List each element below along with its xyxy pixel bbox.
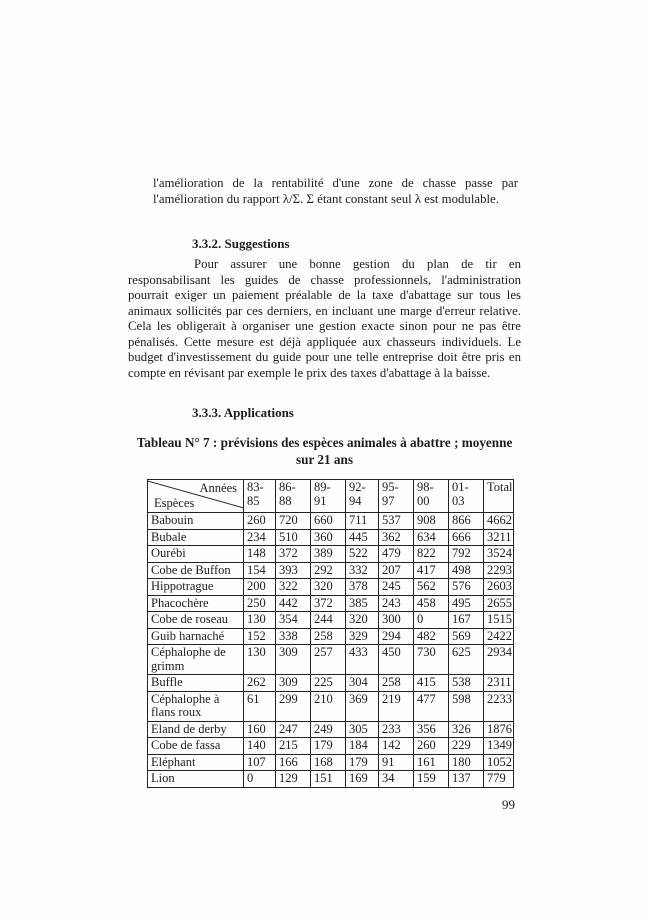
value-cell: 243 [379, 595, 414, 612]
value-cell: 360 [311, 529, 346, 546]
year-column-header [346, 480, 379, 513]
value-cell: 262 [244, 675, 276, 692]
species-row [148, 546, 514, 563]
value-cell: 779 [484, 771, 514, 788]
species-row [148, 738, 514, 755]
value-cell: 300 [379, 612, 414, 629]
value-cell: 576 [449, 579, 484, 596]
species-name-cell: Phacochère [148, 595, 244, 612]
value-cell: 247 [276, 721, 311, 738]
section-heading-suggestions: 3.3.2. Suggestions [192, 236, 290, 251]
table-title-line-2: sur 21 ans [296, 452, 353, 467]
value-cell: 2603 [484, 579, 514, 596]
year-range-end: 91 [314, 493, 327, 508]
page-number: 99 [502, 796, 515, 812]
value-cell: 258 [379, 675, 414, 692]
value-cell: 2311 [484, 675, 514, 692]
species-row [148, 675, 514, 692]
value-cell: 372 [276, 546, 311, 563]
species-name-cell: Cobe de roseau [148, 612, 244, 629]
species-name-cell: Céphalophe de grimm [148, 645, 244, 675]
value-cell: 151 [311, 771, 346, 788]
year-range-end: 00 [417, 493, 430, 508]
species-row [148, 754, 514, 771]
value-cell: 305 [346, 721, 379, 738]
value-cell: 244 [311, 612, 346, 629]
value-cell: 338 [276, 628, 311, 645]
value-cell: 299 [276, 691, 311, 721]
value-cell: 326 [449, 721, 484, 738]
species-row [148, 771, 514, 788]
value-cell: 362 [379, 529, 414, 546]
value-cell: 61 [244, 691, 276, 721]
value-cell: 233 [379, 721, 414, 738]
table-title [128, 434, 521, 468]
value-cell: 415 [414, 675, 449, 692]
year-range-start: 98- [417, 480, 434, 494]
year-range-start: 92- [349, 480, 366, 494]
value-cell: 450 [379, 645, 414, 675]
value-cell: 142 [379, 738, 414, 755]
value-cell: 522 [346, 546, 379, 563]
value-cell: 0 [414, 612, 449, 629]
value-cell: 140 [244, 738, 276, 755]
year-range-start: 01- [452, 480, 469, 494]
value-cell: 166 [276, 754, 311, 771]
year-column-header [311, 480, 346, 513]
value-cell: 1052 [484, 754, 514, 771]
species-row [148, 691, 514, 721]
value-cell: 107 [244, 754, 276, 771]
value-cell: 180 [449, 754, 484, 771]
value-cell: 442 [276, 595, 311, 612]
value-cell: 482 [414, 628, 449, 645]
value-cell: 200 [244, 579, 276, 596]
value-cell: 730 [414, 645, 449, 675]
year-column-header [244, 480, 276, 513]
value-cell: 184 [346, 738, 379, 755]
value-cell: 660 [311, 513, 346, 530]
value-cell: 498 [449, 562, 484, 579]
table-title-line-1: Tableau N° 7 : prévisions des espèces animales à abattre ; moyenne [136, 435, 513, 450]
species-row [148, 562, 514, 579]
value-cell: 329 [346, 628, 379, 645]
value-cell: 4662 [484, 513, 514, 530]
intro-paragraph: l'amélioration de la rentabilité d'une zone de chasse passe par l'amélioration du rapport λ/Σ. Σ étant constant seul λ est modulable. [153, 176, 518, 206]
value-cell: 2655 [484, 595, 514, 612]
section-heading-applications: 3.3.3. Applications [192, 405, 294, 420]
year-column-header [276, 480, 311, 513]
value-cell: 477 [414, 691, 449, 721]
value-cell: 207 [379, 562, 414, 579]
species-name-cell: Babouin [148, 513, 244, 530]
value-cell: 260 [414, 738, 449, 755]
table-body [148, 513, 514, 788]
value-cell: 129 [276, 771, 311, 788]
species-name-cell: Bubale [148, 529, 244, 546]
value-cell: 625 [449, 645, 484, 675]
year-range-end: 03 [452, 493, 465, 508]
value-cell: 389 [311, 546, 346, 563]
value-cell: 210 [311, 691, 346, 721]
species-row [148, 721, 514, 738]
value-cell: 908 [414, 513, 449, 530]
value-cell: 445 [346, 529, 379, 546]
value-cell: 160 [244, 721, 276, 738]
year-column-header [414, 480, 449, 513]
species-name-cell: Hippotrague [148, 579, 244, 596]
table-corner-cell [148, 480, 244, 513]
value-cell: 137 [449, 771, 484, 788]
value-cell: 495 [449, 595, 484, 612]
value-cell: 3211 [484, 529, 514, 546]
species-name-cell: Ourébi [148, 546, 244, 563]
corner-label-species: Espèces [154, 495, 195, 510]
year-range-start: Total [487, 480, 513, 494]
value-cell: 304 [346, 675, 379, 692]
value-cell: 378 [346, 579, 379, 596]
value-cell: 320 [346, 612, 379, 629]
year-range-end: 88 [279, 493, 292, 508]
value-cell: 219 [379, 691, 414, 721]
year-range-start: 86- [279, 480, 296, 494]
value-cell: 458 [414, 595, 449, 612]
year-range-end: 94 [349, 493, 362, 508]
value-cell: 634 [414, 529, 449, 546]
species-row [148, 595, 514, 612]
species-name-cell: Guib harnaché [148, 628, 244, 645]
value-cell: 169 [346, 771, 379, 788]
value-cell: 433 [346, 645, 379, 675]
species-row [148, 628, 514, 645]
value-cell: 356 [414, 721, 449, 738]
value-cell: 598 [449, 691, 484, 721]
value-cell: 294 [379, 628, 414, 645]
value-cell: 179 [346, 754, 379, 771]
value-cell: 1515 [484, 612, 514, 629]
value-cell: 0 [244, 771, 276, 788]
value-cell: 245 [379, 579, 414, 596]
value-cell: 372 [311, 595, 346, 612]
species-row [148, 645, 514, 675]
diagonal-divider-line [148, 480, 243, 512]
year-column-header [379, 480, 414, 513]
value-cell: 229 [449, 738, 484, 755]
value-cell: 2233 [484, 691, 514, 721]
value-cell: 537 [379, 513, 414, 530]
value-cell: 393 [276, 562, 311, 579]
value-cell: 792 [449, 546, 484, 563]
year-range-start: 83- [247, 480, 264, 494]
value-cell: 711 [346, 513, 379, 530]
value-cell: 161 [414, 754, 449, 771]
table-header-row [148, 480, 514, 513]
value-cell: 1876 [484, 721, 514, 738]
value-cell: 822 [414, 546, 449, 563]
year-range-end: 85 [247, 493, 260, 508]
value-cell: 510 [276, 529, 311, 546]
value-cell: 130 [244, 612, 276, 629]
value-cell: 2934 [484, 645, 514, 675]
value-cell: 666 [449, 529, 484, 546]
value-cell: 130 [244, 645, 276, 675]
year-range-start: 95- [382, 480, 399, 494]
value-cell: 257 [311, 645, 346, 675]
value-cell: 168 [311, 754, 346, 771]
value-cell: 866 [449, 513, 484, 530]
species-name-cell: Buffle [148, 675, 244, 692]
value-cell: 354 [276, 612, 311, 629]
value-cell: 569 [449, 628, 484, 645]
value-cell: 479 [379, 546, 414, 563]
year-range-start: 89- [314, 480, 331, 494]
species-name-cell: Céphalophe à flans roux [148, 691, 244, 721]
species-row [148, 579, 514, 596]
corner-label-years: Années [199, 481, 237, 495]
value-cell: 260 [244, 513, 276, 530]
value-cell: 152 [244, 628, 276, 645]
value-cell: 159 [414, 771, 449, 788]
value-cell: 417 [414, 562, 449, 579]
species-name-cell: Cobe de Buffon [148, 562, 244, 579]
value-cell: 234 [244, 529, 276, 546]
value-cell: 385 [346, 595, 379, 612]
value-cell: 91 [379, 754, 414, 771]
value-cell: 369 [346, 691, 379, 721]
species-row [148, 513, 514, 530]
value-cell: 215 [276, 738, 311, 755]
value-cell: 167 [449, 612, 484, 629]
value-cell: 562 [414, 579, 449, 596]
value-cell: 292 [311, 562, 346, 579]
year-range-end: 97 [382, 493, 395, 508]
value-cell: 332 [346, 562, 379, 579]
species-name-cell: Eléphant [148, 754, 244, 771]
value-cell: 322 [276, 579, 311, 596]
value-cell: 154 [244, 562, 276, 579]
value-cell: 538 [449, 675, 484, 692]
value-cell: 225 [311, 675, 346, 692]
species-row [148, 612, 514, 629]
value-cell: 3524 [484, 546, 514, 563]
value-cell: 309 [276, 645, 311, 675]
species-name-cell: Cobe de fassa [148, 738, 244, 755]
page-content [128, 176, 521, 813]
value-cell: 2422 [484, 628, 514, 645]
value-cell: 720 [276, 513, 311, 530]
value-cell: 179 [311, 738, 346, 755]
value-cell: 1349 [484, 738, 514, 755]
value-cell: 250 [244, 595, 276, 612]
value-cell: 249 [311, 721, 346, 738]
value-cell: 2293 [484, 562, 514, 579]
species-row [148, 529, 514, 546]
year-column-header [484, 480, 514, 513]
value-cell: 148 [244, 546, 276, 563]
year-column-header [449, 480, 484, 513]
value-cell: 34 [379, 771, 414, 788]
value-cell: 320 [311, 579, 346, 596]
species-name-cell: Eland de derby [148, 721, 244, 738]
value-cell: 309 [276, 675, 311, 692]
value-cell: 258 [311, 628, 346, 645]
species-name-cell: Lion [148, 771, 244, 788]
species-predictions-table [147, 479, 514, 788]
suggestions-paragraph: Pour assurer une bonne gestion du plan de tir en responsabilisant les guides de chasse professionnels, l'administration pourrait exiger un paiement préalable de la taxe d'abattage sur tous les animaux sollicités par ces derniers, en incluant une marge d'erreur relative. Cela les obligerait à organiser une gestion exacte sinon pour ne pas être pénalisés. Cette mesure est déjà appliquée aux chasseurs individuels. Le budget d'investissement du guide pour une telle entreprise doit être pris en compte en révisant par exemple le prix des taxes d'abattage à la baisse. [128, 257, 521, 380]
